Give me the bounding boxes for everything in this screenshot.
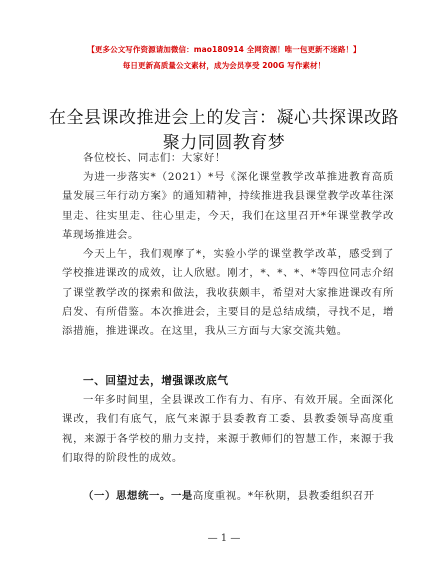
salutation: 各位校长、同志们：大家好！	[83, 152, 226, 164]
document-title-line-1: 在全县课改推进会上的发言：凝心共探课改路	[49, 108, 399, 128]
subsection-point-label: 一是	[170, 490, 193, 502]
page-number: — 1 —	[207, 533, 241, 544]
paragraph-1: 为进一步落实*（2021）*号《深化课堂教学改革推进教育高质量发展三年行动方案》的通知精神，持续推进我县课堂教学改革往深里走、往实里走、往心里走，今天，我们在这里召开*年课堂教学改革现场推进会。	[62, 171, 394, 241]
subsection-line	[62, 487, 394, 506]
paragraph-3: 一年多时间里，全县课改工作有力、有序、有效开展。全面深化课改，我们有底气，底气来源于县委教育工委、县教委领导高度重视，来源于各学校的鼎力支持，来源于教师们的智慧工作，来源于我们取得的阶段性的成效。	[62, 394, 394, 464]
promo-banner-line-1: 【更多公文写作资源请加微信：mao180914 全网资源！唯一包更新不迷路！】	[87, 45, 361, 54]
paragraph-2: 今天上午，我们观摩了*，实验小学的课堂教学改革，感受到了学校推进课改的成效，让人欣慰。刚才，*、*、*、*等四位同志介绍了课堂教学改的探索和做法，我收获颇丰，希望对大家推进课改有所启发、有所借鉴。本次推进会，主要目的是总结成绩，寻找不足，增添措施，推进课改。在这里，我从三方面与大家交流共勉。	[62, 248, 394, 338]
subsection-text: 高度重视。*年秋期，县教委组织召开	[192, 490, 375, 502]
promo-banner-line-2: 每日更新高质量公文素材，成为会员享受 200G 写作素材！	[122, 61, 326, 70]
subsection-label: （一）思想统一。	[83, 490, 171, 502]
section-1-heading: 一、回望过去，增强课改底气	[83, 375, 229, 387]
document-title-line-2: 聚力同圆教育梦	[162, 133, 286, 153]
